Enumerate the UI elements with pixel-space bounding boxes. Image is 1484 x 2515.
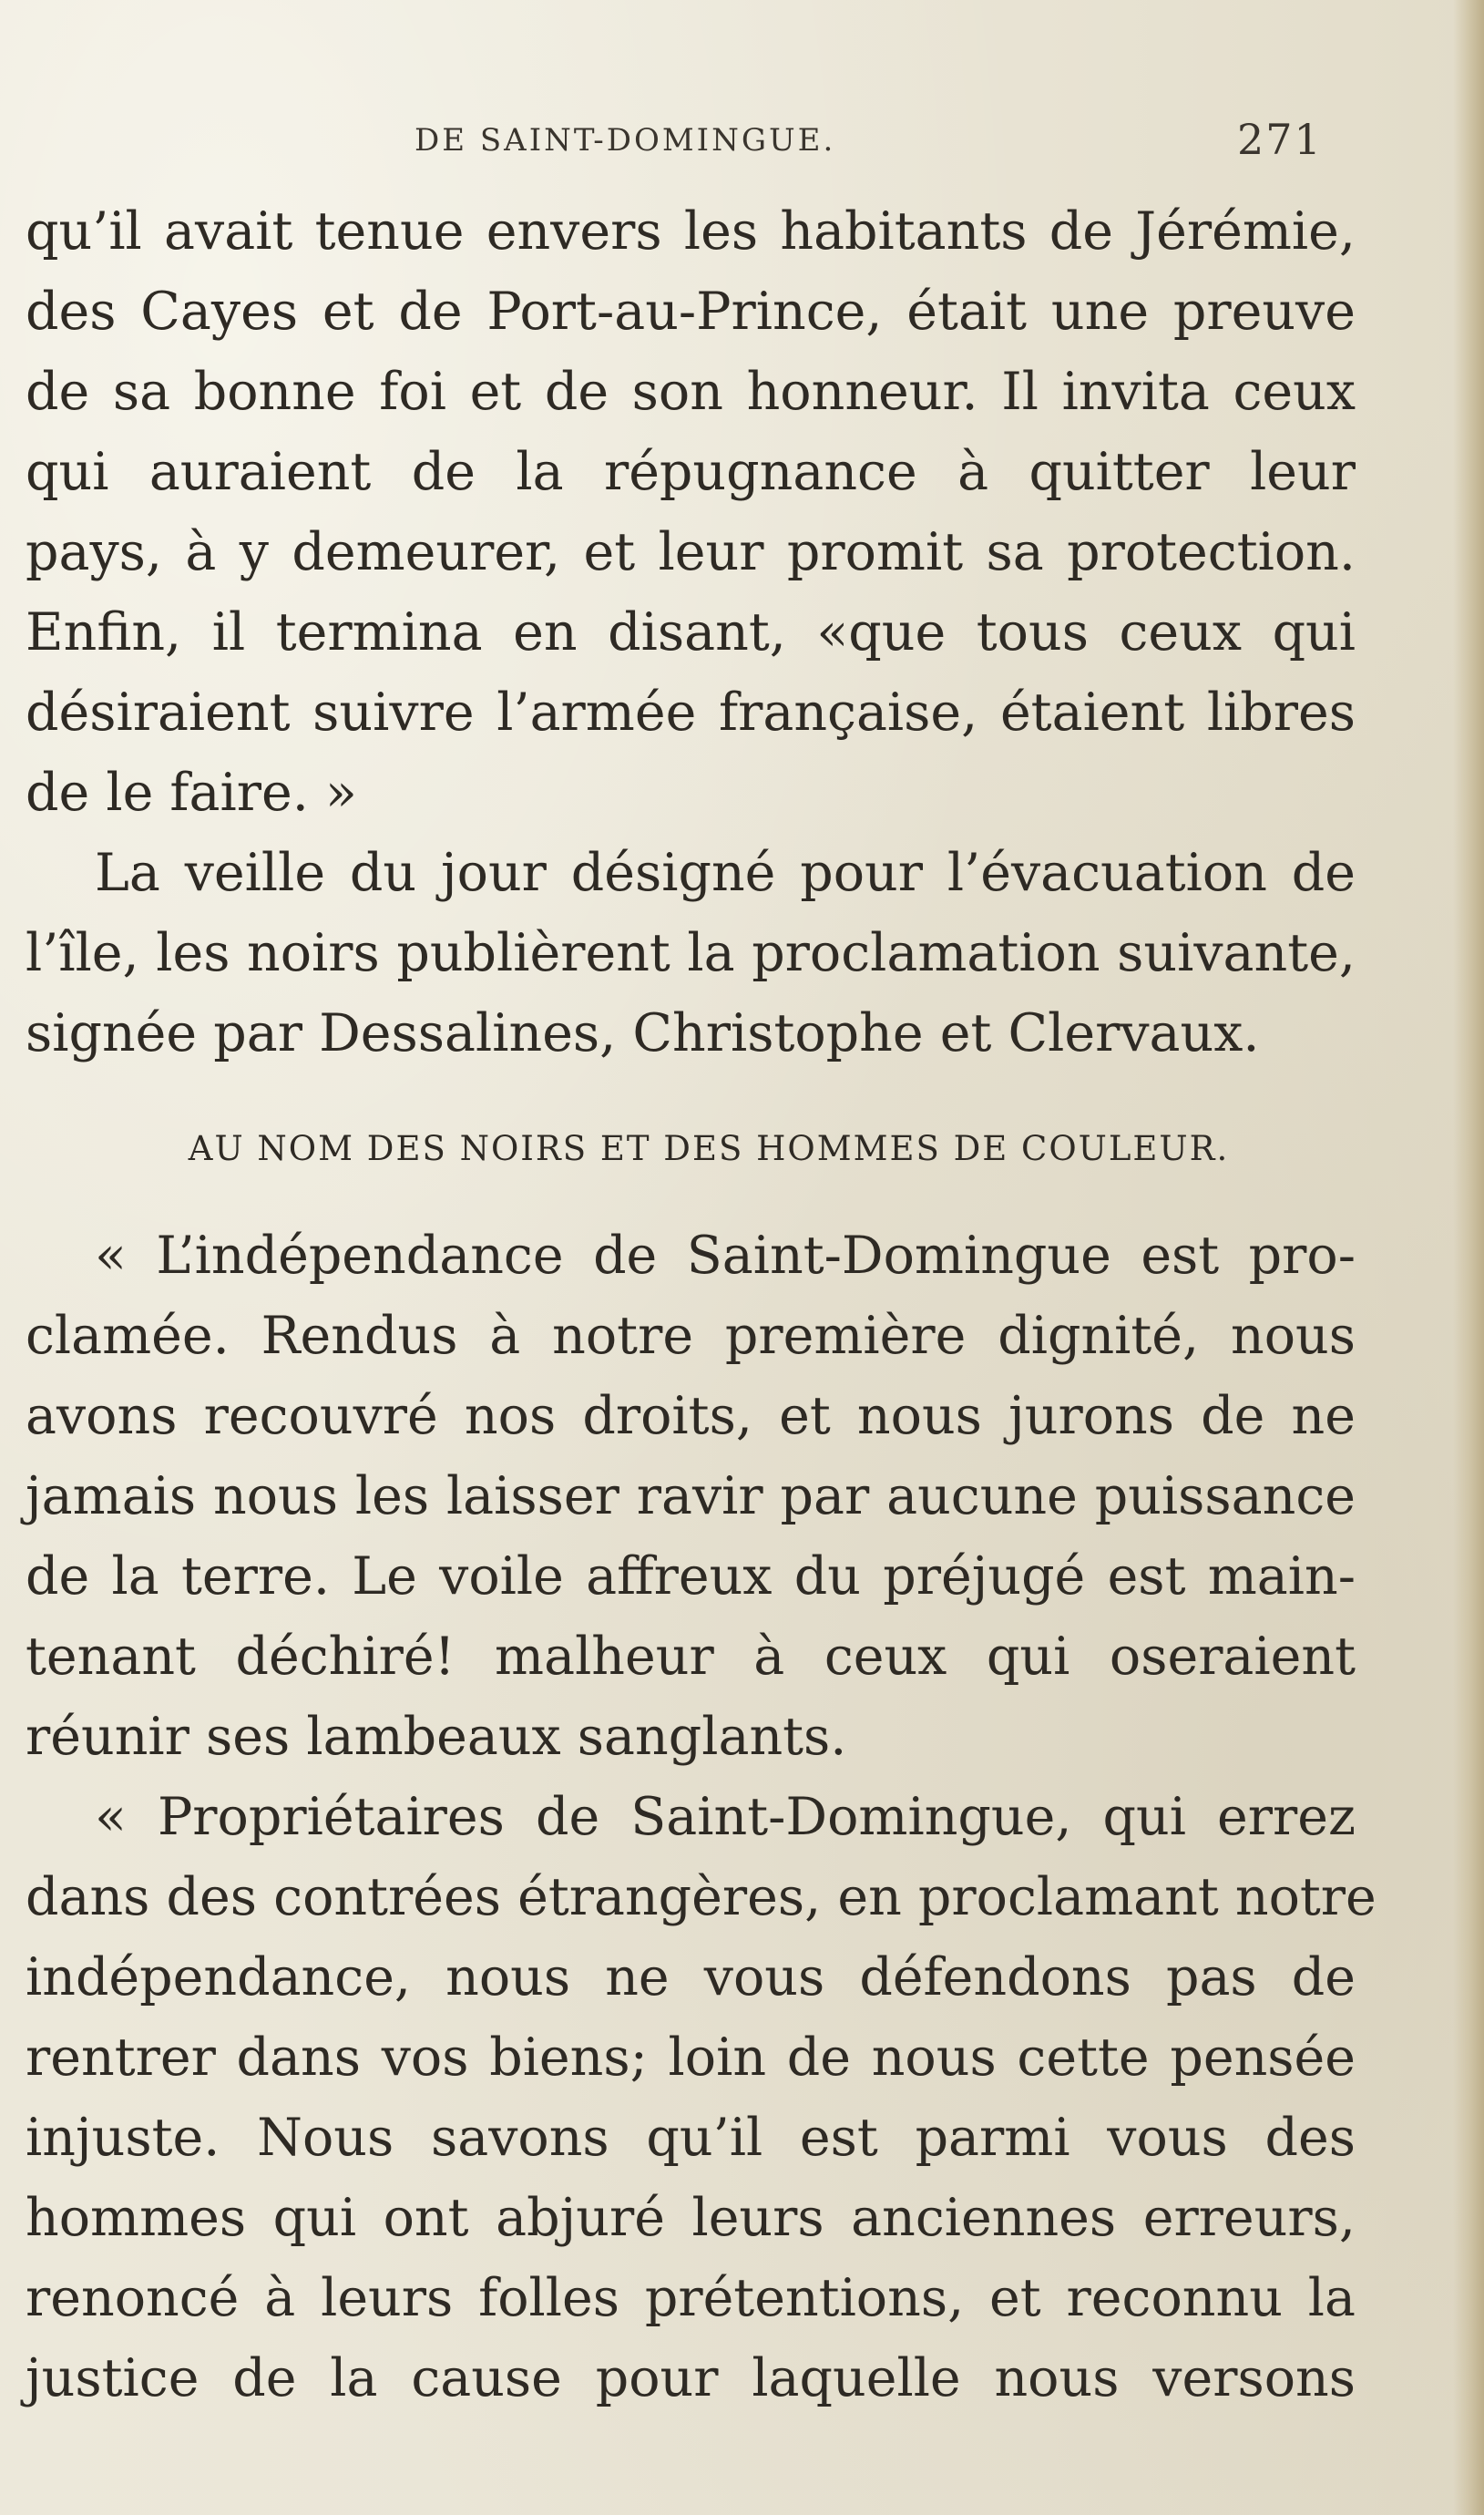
text-line: injuste. Nous savons qu’il est parmi vous des — [26, 2108, 1356, 2168]
proclamation-heading: AU NOM DES NOIRS ET DES HOMMES DE COULEUR. — [188, 1129, 1230, 1168]
text-line: qu’il avait tenue envers les habitants de Jérémie, — [26, 201, 1356, 262]
text-line: hommes qui ont abjuré leurs anciennes erreurs, — [26, 2188, 1356, 2248]
text-line: Enfin, il termina en disant, «que tous ceux qui — [26, 602, 1356, 662]
text-line: l’île, les noirs publièrent la proclamation suivante, — [26, 923, 1356, 983]
text-line: rentrer dans vos biens; loin de nous cette pensée — [26, 2027, 1356, 2088]
running-head: DE SAINT-DOMINGUE. — [414, 122, 836, 159]
text-line: avons recouvré nos droits, et nous jurons de ne — [26, 1386, 1356, 1446]
paragraph-3 — [26, 1216, 1356, 1777]
text-line: indépendance, nous ne vous défendons pas de — [26, 1947, 1356, 2007]
text-line: renoncé à leurs folles prétentions, et reconnu la — [26, 2268, 1356, 2328]
text-line: clamée. Rendus à notre première dignité, nous — [26, 1306, 1356, 1366]
spacer — [26, 1203, 1356, 1216]
text-line: de sa bonne foi et de son honneur. Il invita ceux — [26, 362, 1356, 422]
page-header — [0, 117, 1484, 171]
body-text — [26, 191, 1377, 2418]
text-line: de la terre. Le voile affreux du préjugé est main- — [26, 1546, 1356, 1607]
text-line: La veille du jour désigné pour l’évacuation de — [95, 843, 1356, 903]
text-line: pays, à y demeurer, et leur promit sa protection. — [26, 522, 1356, 582]
spacer — [26, 1073, 1356, 1095]
text-line: dans des contrées étrangères, en proclamant notre — [26, 1867, 1377, 1927]
text-line: tenant déchiré! malheur à ceux qui oseraient — [26, 1627, 1356, 1687]
paragraph-4 — [26, 1777, 1377, 2418]
paragraph-1 — [26, 191, 1356, 833]
text-line: de le faire. » — [26, 763, 357, 823]
text-line: signée par Dessalines, Christophe et Clervaux. — [26, 1003, 1260, 1063]
text-line: jamais nous les laisser ravir par aucune puissance — [26, 1466, 1356, 1526]
page-number: 271 — [1237, 115, 1323, 164]
paragraph-2 — [26, 833, 1356, 1073]
text-line: qui auraient de la répugnance à quitter leur — [26, 442, 1356, 502]
text-line: désiraient suivre l’armée française, étaient libres — [26, 683, 1356, 743]
text-line: « L’indépendance de Saint-Domingue est pro- — [95, 1226, 1356, 1286]
text-line: des Cayes et de Port-au-Prince, était une preuve — [26, 282, 1356, 342]
text-line: justice de la cause pour laquelle nous versons — [26, 2348, 1356, 2408]
text-line: réunir ses lambeaux sanglants. — [26, 1707, 847, 1767]
page-edge-shadow — [1453, 0, 1484, 2515]
text-line: « Propriétaires de Saint-Domingue, qui errez — [95, 1787, 1356, 1847]
